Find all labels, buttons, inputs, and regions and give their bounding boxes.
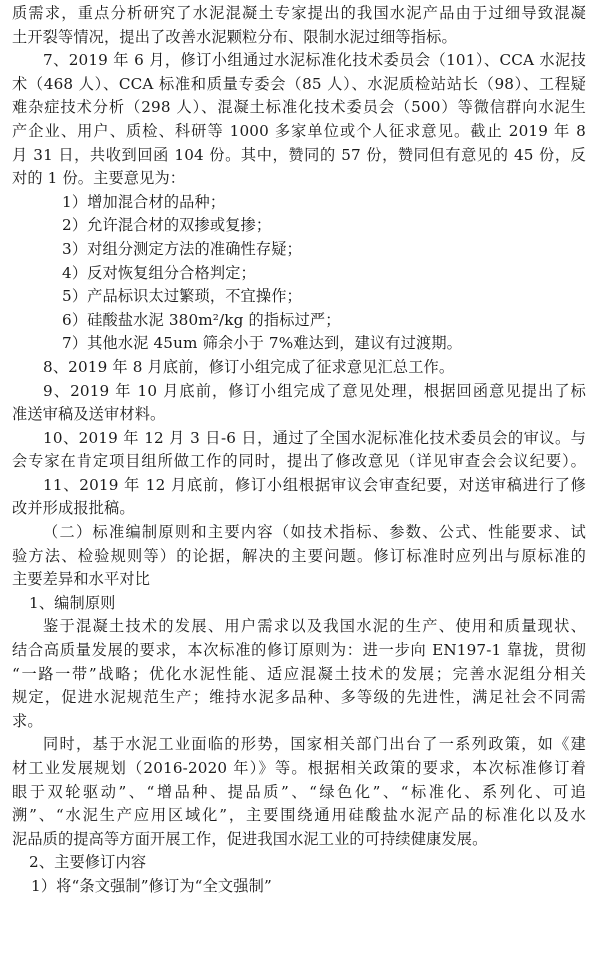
list-item: 4）反对恢复组分合格判定； bbox=[62, 263, 256, 282]
section-heading: 主要差异和水平对比 bbox=[12, 570, 151, 589]
subsection-heading: 1、编制原则 bbox=[29, 593, 116, 612]
text-line: 同时，基于水泥工业面临的形势，国家相关部门出台了一系列政策，如《建 bbox=[43, 735, 586, 754]
text-line: 产企业、用户、质检、科研等 1000 多家单位或个人征求意见。截止 2019 年 8 bbox=[12, 121, 586, 140]
text-line: 难杂症技术分析（298 人）、混凝土标准化技术委员会（500）等微信群向水泥生 bbox=[12, 98, 586, 117]
text-line: “一路一带”战略；优化水泥性能、适应混凝土技术的发展；完善水泥组分相关 bbox=[12, 664, 586, 683]
list-item: 5）产品标识太过繁琐，不宜操作； bbox=[62, 287, 302, 306]
text-line: 会专家在肯定项目组所做工作的同时，提出了修改意见（详见审查会会议纪要）。 bbox=[12, 452, 586, 471]
list-item: 1）将“条文强制”修订为“全文强制” bbox=[31, 876, 272, 895]
list-item: 3）对组分测定方法的准确性存疑； bbox=[62, 239, 302, 258]
section-heading: 验方法、检验规则等）的论据，解决的主要问题。修订标准时应列出与原标准的 bbox=[12, 546, 586, 565]
text-line: 对的 1 份。主要意见为： bbox=[12, 169, 186, 188]
text-line: 材工业发展规划（2016-2020 年）》等。根据相关政策的要求，本次标准修订着 bbox=[12, 759, 586, 777]
list-item: 2）允许混合材的双掺或复掺； bbox=[62, 216, 272, 235]
text-line: 规定，促进水泥规范生产；维持水泥多品种、多等级的先进性，满足社会不同需 bbox=[12, 688, 586, 707]
section-heading: （二）标准编制原则和主要内容（如技术指标、参数、公式、性能要求、试 bbox=[43, 523, 586, 542]
list-item: 1）增加混合材的品种； bbox=[62, 192, 226, 211]
text-line: 10、2019 年 12 月 3 日-6 日，通过了全国水泥标准化技术委员会的审议。与 bbox=[43, 428, 586, 447]
text-line: 8、2019 年 8 月底前，修订小组完成了征求意见汇总工作。 bbox=[43, 357, 455, 376]
text-line: 溯”、“水泥生产应用区域化”，主要围绕通用硅酸盐水泥产品的标准化以及水 bbox=[12, 806, 586, 825]
text-line: 术（468 人）、CCA 标准和质量专委会（85 人）、水泥质检站站长（98）、工程疑 bbox=[12, 74, 586, 93]
text-line: 泥品质的提高等方面开展工作，促进我国水泥工业的可持续健康发展。 bbox=[12, 829, 488, 848]
text-line: 准送审稿及送审材料。 bbox=[12, 405, 166, 424]
list-item: 6）硅酸盐水泥 380m²/kg 的指标过严； bbox=[62, 310, 341, 329]
text-line: 质需求，重点分析研究了水泥混凝土专家提出的我国水泥产品由于过细导致混凝 bbox=[12, 4, 586, 22]
list-item: 7）其他水泥 45um 筛余小于 7%难达到，建议有过渡期。 bbox=[62, 334, 462, 353]
text-line: 求。 bbox=[12, 711, 43, 730]
text-line: 7、2019 年 6 月，修订小组通过水泥标准化技术委员会（101）、CCA 水泥技 bbox=[43, 51, 586, 70]
text-line: 月 31 日，共收到回函 104 份。其中，赞同的 57 份，赞同但有意见的 45 份，反 bbox=[12, 145, 586, 164]
text-line: 结合高质量发展的要求，本次标准的修订原则为：进一步向 EN197-1 靠拢，贯彻 bbox=[12, 641, 586, 660]
text-line: 土开裂等情况，提出了改善水泥颗粒分布、限制水泥过细等指标。 bbox=[12, 27, 457, 46]
text-line: 鉴于混凝土技术的发展、用户需求以及我国水泥的生产、使用和质量现状、 bbox=[43, 617, 586, 636]
subsection-heading: 2、主要修订内容 bbox=[29, 853, 147, 872]
text-line: 改并形成报批稿。 bbox=[12, 499, 135, 518]
text-line: 眼于双轮驱动”、“增品种、提品质”、“绿色化”、“标准化、系列化、可追 bbox=[12, 782, 586, 801]
text-line: 11、2019 年 12 月底前，修订小组根据审议会审查纪要，对送审稿进行了修 bbox=[43, 475, 586, 494]
text-line: 9、2019 年 10 月底前，修订小组完成了意见处理，根据回函意见提出了标 bbox=[43, 381, 586, 400]
